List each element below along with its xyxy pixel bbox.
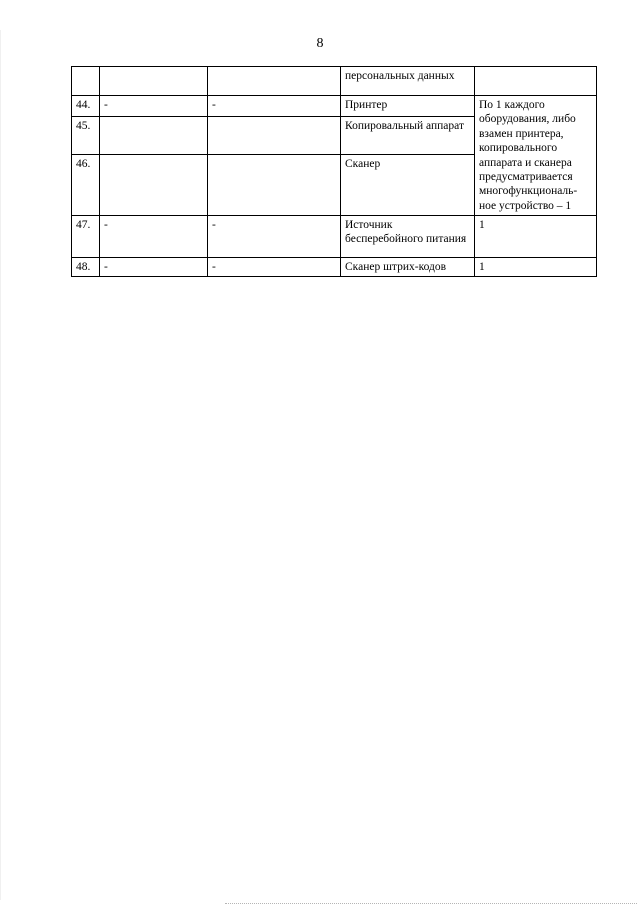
scan-edge	[0, 30, 1, 900]
cell-quantity: 1	[475, 216, 597, 258]
cell-col3	[208, 67, 341, 96]
cell-col3: -	[208, 258, 341, 277]
table-row	[72, 258, 597, 277]
cell-col2: -	[100, 96, 208, 117]
table-row	[72, 216, 597, 258]
equipment-table	[71, 66, 597, 277]
cell-col2: -	[100, 258, 208, 277]
cell-name: Копировальный аппарат	[341, 116, 475, 154]
cell-number: 46.	[72, 154, 100, 215]
cell-col2	[100, 116, 208, 154]
cell-number	[72, 67, 100, 96]
scan-bottom-edge	[225, 903, 637, 904]
cell-number: 44.	[72, 96, 100, 117]
cell-col3	[208, 116, 341, 154]
table-row-continuation	[72, 67, 597, 96]
cell-name: Источник бесперебойного питания	[341, 216, 475, 258]
cell-col3: -	[208, 216, 341, 258]
cell-quantity	[475, 67, 597, 96]
cell-name: персональных данных	[341, 67, 475, 96]
cell-number: 48.	[72, 258, 100, 277]
cell-col3	[208, 154, 341, 215]
cell-col3: -	[208, 96, 341, 117]
cell-name: Сканер штрих-кодов	[341, 258, 475, 277]
cell-col2: -	[100, 216, 208, 258]
cell-col2	[100, 154, 208, 215]
table-row	[72, 96, 597, 117]
cell-name: Сканер	[341, 154, 475, 215]
cell-col2	[100, 67, 208, 96]
cell-name: Принтер	[341, 96, 475, 117]
cell-number: 47.	[72, 216, 100, 258]
cell-quantity: 1	[475, 258, 597, 277]
cell-quantity-merged: По 1 каждого оборудования, либо взамен принтера, копировального аппарата и сканера предусматривается многофункциональ-ное устройство – 1	[475, 96, 597, 216]
cell-number: 45.	[72, 116, 100, 154]
page-number: 8	[316, 36, 324, 51]
